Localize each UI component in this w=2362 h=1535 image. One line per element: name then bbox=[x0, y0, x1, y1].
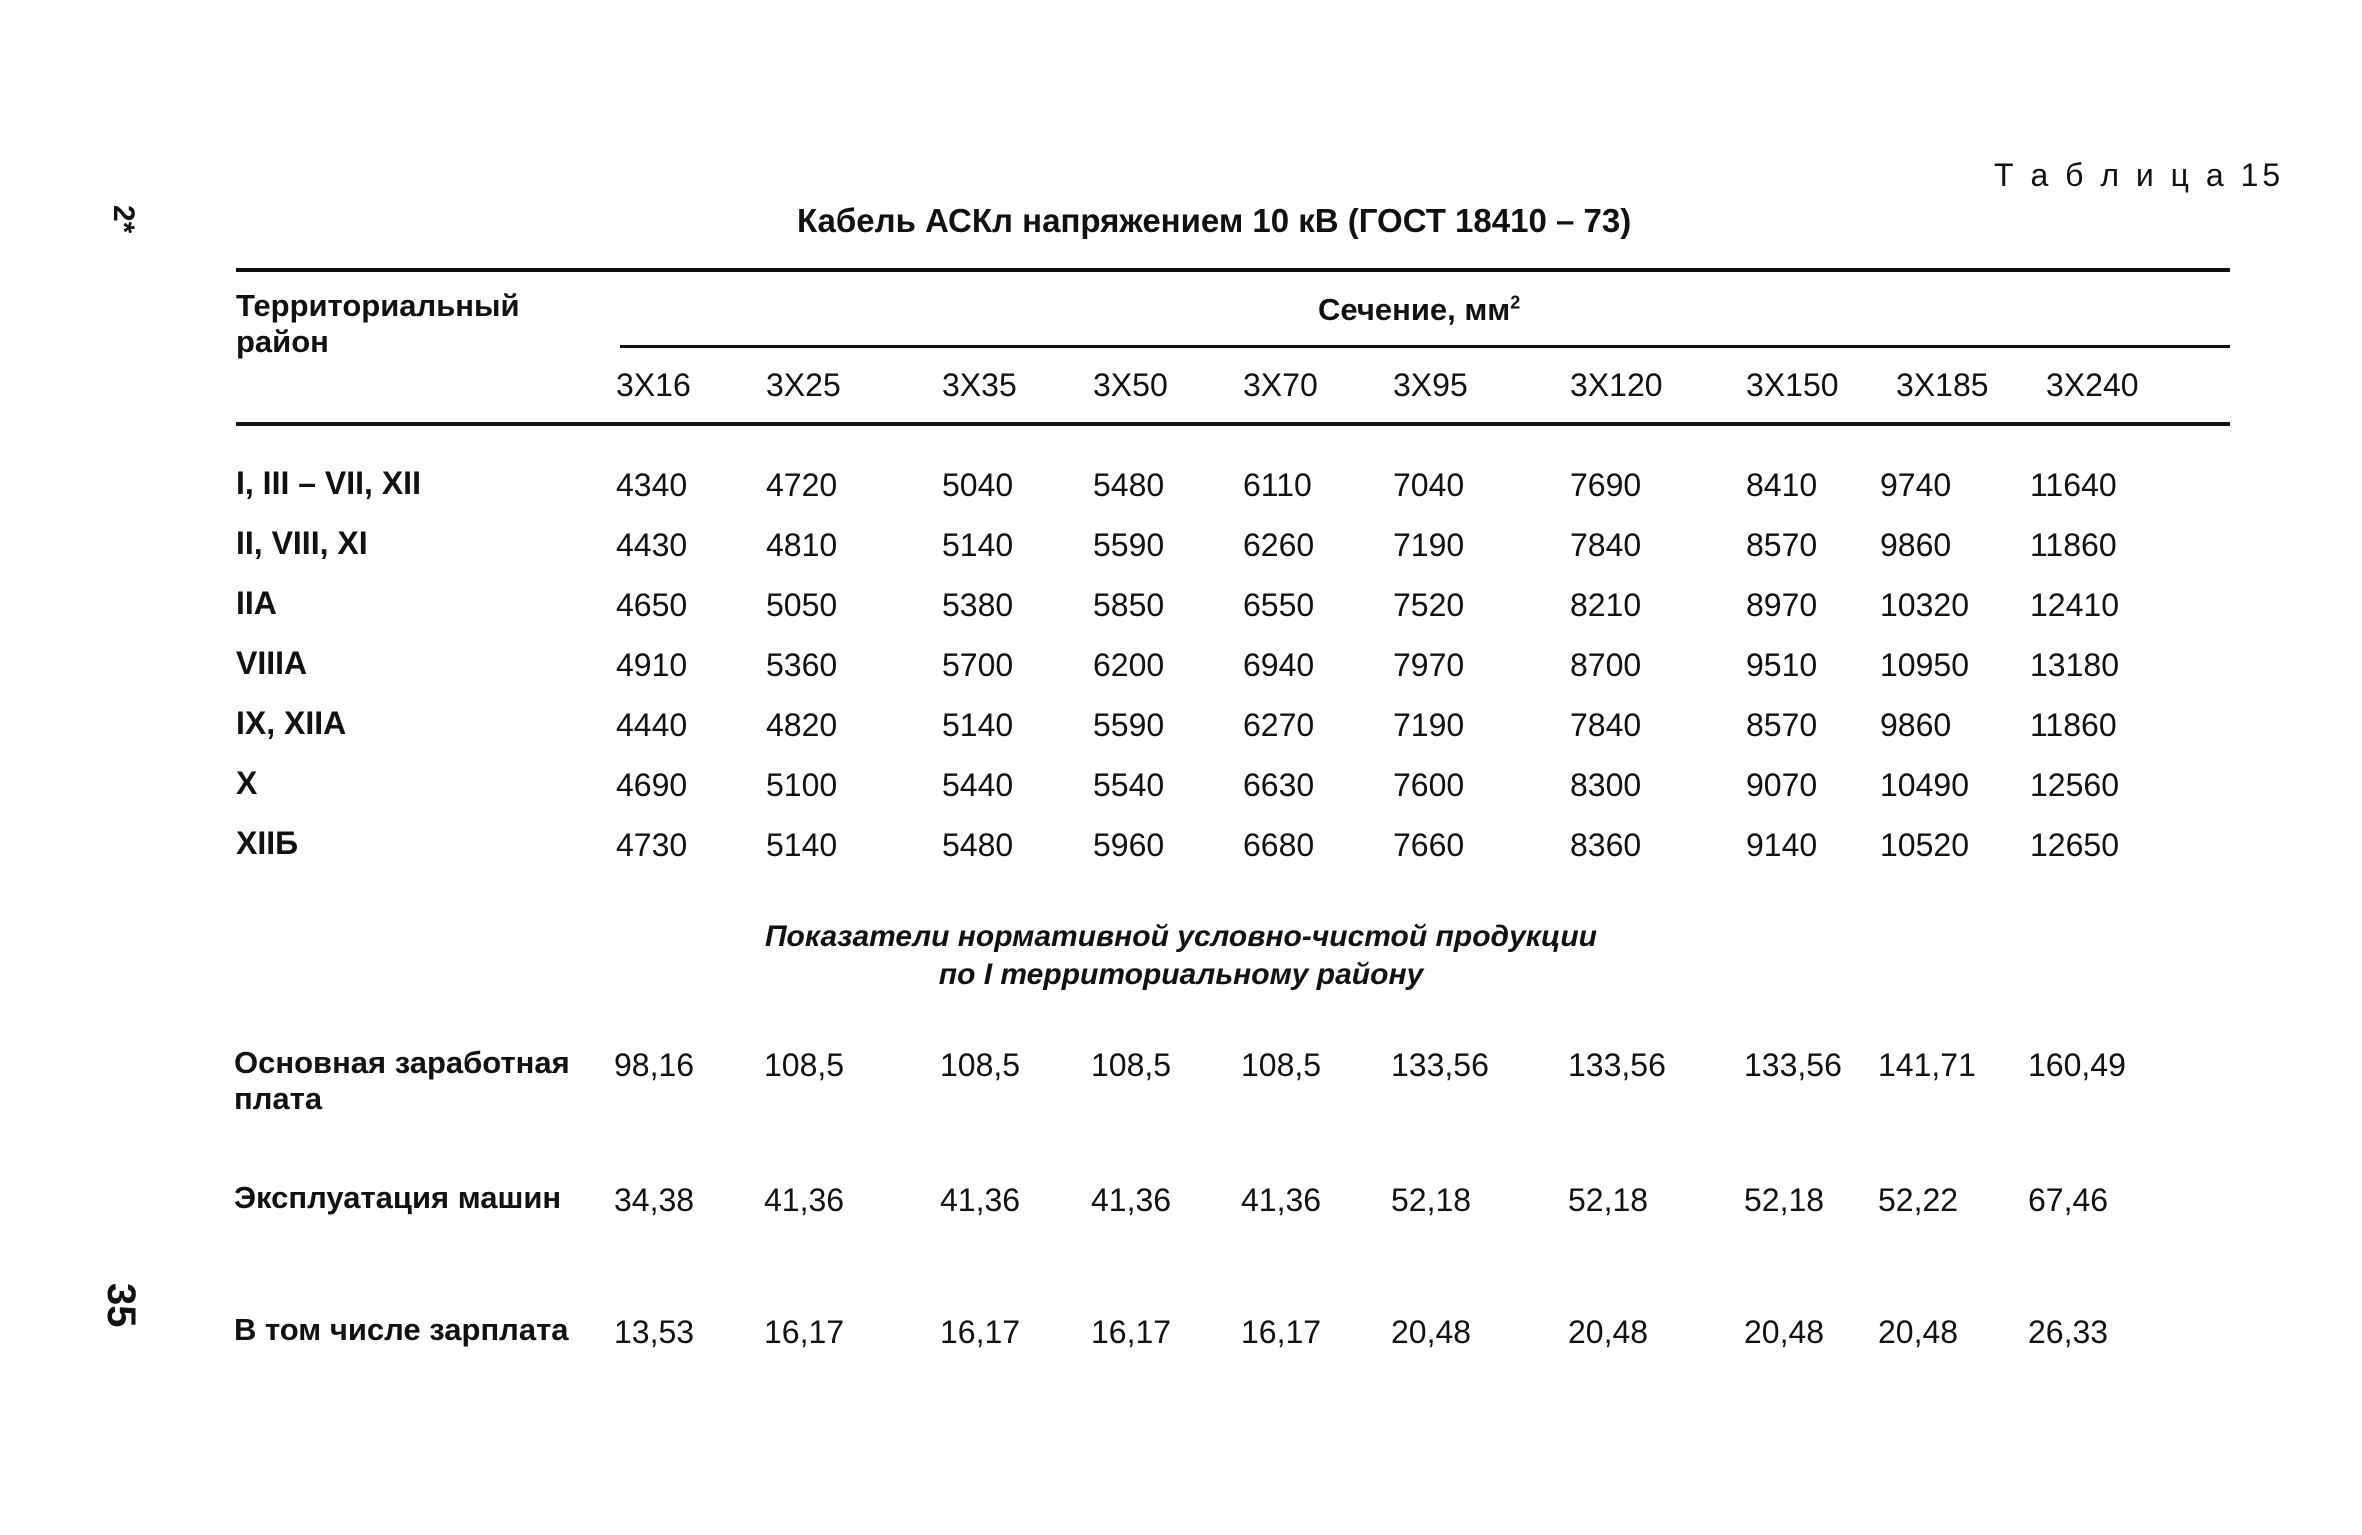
column-header: 3Х185 bbox=[1896, 367, 1989, 403]
table-cell: 7600 bbox=[1393, 767, 1465, 803]
subheading-line-1: Показатели нормативной условно-чистой продукции bbox=[764, 920, 1597, 953]
table-cell: 7840 bbox=[1570, 527, 1642, 563]
table-cell: 6200 bbox=[1093, 647, 1165, 683]
table-cell: 6680 bbox=[1243, 827, 1315, 863]
table-cell: 10320 bbox=[1880, 587, 1969, 623]
table-cell: 7660 bbox=[1393, 827, 1465, 863]
table-cell: 8570 bbox=[1746, 527, 1818, 563]
metric-cell: 108,5 bbox=[764, 1047, 845, 1083]
top-rule bbox=[236, 268, 2230, 272]
table-cell: 6260 bbox=[1243, 527, 1315, 563]
table-cell: 6270 bbox=[1243, 707, 1315, 743]
metric-cell: 41,36 bbox=[1091, 1182, 1172, 1218]
row-region-label: XIIБ bbox=[236, 825, 299, 861]
table-cell: 9860 bbox=[1880, 707, 1952, 743]
row-region-label: II, VIII, XI bbox=[236, 525, 368, 561]
section-rule bbox=[620, 345, 2230, 348]
table-cell: 8970 bbox=[1746, 587, 1818, 623]
metric-label: В том числе зарплата bbox=[234, 1312, 569, 1347]
metric-cell: 26,33 bbox=[2028, 1314, 2109, 1350]
header-bottom-rule bbox=[236, 422, 2230, 426]
table-cell: 9070 bbox=[1746, 767, 1818, 803]
table-cell: 8570 bbox=[1746, 707, 1818, 743]
column-header: 3Х25 bbox=[766, 367, 841, 403]
table-title: Кабель АСКл напряжением 10 кВ (ГОСТ 18410 – 73) bbox=[797, 202, 1632, 239]
table-cell: 4820 bbox=[766, 707, 838, 743]
column-header: 3Х120 bbox=[1570, 367, 1663, 403]
table-cell: 7040 bbox=[1393, 467, 1465, 503]
table-cell: 5140 bbox=[942, 527, 1014, 563]
metric-cell: 20,48 bbox=[1878, 1314, 1959, 1350]
table-cell: 5960 bbox=[1093, 827, 1165, 863]
table-cell: 7970 bbox=[1393, 647, 1465, 683]
table-number: Т а б л и ц а 15 bbox=[1994, 157, 2285, 193]
metric-cell: 133,56 bbox=[1391, 1047, 1489, 1083]
table-cell: 5140 bbox=[942, 707, 1014, 743]
region-header: Территориальный район bbox=[236, 288, 520, 359]
column-header: 3Х95 bbox=[1393, 367, 1468, 403]
metric-cell: 16,17 bbox=[940, 1314, 1021, 1350]
metric-cell: 160,49 bbox=[2028, 1047, 2126, 1083]
section-header-label: Сечение, мм bbox=[1318, 292, 1511, 327]
table-cell: 6550 bbox=[1243, 587, 1315, 623]
table-cell: 13180 bbox=[2030, 647, 2119, 683]
metric-cell: 133,56 bbox=[1744, 1047, 1842, 1083]
table-cell: 7840 bbox=[1570, 707, 1642, 743]
table-cell: 5380 bbox=[942, 587, 1014, 623]
column-header: 3Х16 bbox=[616, 367, 691, 403]
row-region-label: IX, XIIА bbox=[236, 705, 347, 741]
table-cell: 6110 bbox=[1243, 467, 1312, 503]
table-cell: 5590 bbox=[1093, 707, 1165, 743]
table-cell: 6940 bbox=[1243, 647, 1315, 683]
table-cell: 5480 bbox=[1093, 467, 1165, 503]
table-cell: 4910 bbox=[616, 647, 688, 683]
section-header bbox=[1318, 292, 1520, 328]
column-header: 3Х50 bbox=[1093, 367, 1168, 403]
metric-cell: 13,53 bbox=[614, 1314, 695, 1350]
table-cell: 10520 bbox=[1880, 827, 1969, 863]
metric-cell: 20,48 bbox=[1391, 1314, 1472, 1350]
metric-cell: 133,56 bbox=[1568, 1047, 1666, 1083]
table-cell: 9510 bbox=[1746, 647, 1818, 683]
table-cell: 7190 bbox=[1393, 527, 1465, 563]
metric-cell: 52,22 bbox=[1878, 1182, 1959, 1218]
table-cell: 11640 bbox=[2030, 467, 2117, 503]
table-cell: 9860 bbox=[1880, 527, 1952, 563]
metric-cell: 20,48 bbox=[1568, 1314, 1649, 1350]
metric-cell: 16,17 bbox=[1241, 1314, 1322, 1350]
table-cell: 8700 bbox=[1570, 647, 1642, 683]
table-cell: 4440 bbox=[616, 707, 688, 743]
table-cell: 8300 bbox=[1570, 767, 1642, 803]
metric-cell: 16,17 bbox=[764, 1314, 845, 1350]
metric-cell: 108,5 bbox=[940, 1047, 1021, 1083]
metric-cell: 52,18 bbox=[1391, 1182, 1472, 1218]
row-region-label: IIА bbox=[236, 585, 277, 621]
metric-label: Основная заработная плата bbox=[234, 1045, 570, 1116]
table-cell: 5590 bbox=[1093, 527, 1165, 563]
table-cell: 9140 bbox=[1746, 827, 1818, 863]
row-region-label: I, III – VII, XII bbox=[236, 465, 421, 501]
page-number: 35 bbox=[99, 1283, 143, 1328]
table-cell: 5100 bbox=[766, 767, 838, 803]
metric-cell: 108,5 bbox=[1091, 1047, 1172, 1083]
table-cell: 4340 bbox=[616, 467, 688, 503]
table-cell: 5440 bbox=[942, 767, 1014, 803]
table-cell: 4730 bbox=[616, 827, 688, 863]
table-cell: 12650 bbox=[2030, 827, 2119, 863]
table-cell: 6630 bbox=[1243, 767, 1315, 803]
column-header: 3Х70 bbox=[1243, 367, 1318, 403]
table-cell: 10950 bbox=[1880, 647, 1969, 683]
metric-cell: 52,18 bbox=[1568, 1182, 1649, 1218]
metric-cell: 52,18 bbox=[1744, 1182, 1825, 1218]
row-region-label: VIIIА bbox=[236, 645, 308, 681]
table-cell: 5540 bbox=[1093, 767, 1165, 803]
table-cell: 4430 bbox=[616, 527, 688, 563]
row-region-label: X bbox=[236, 765, 258, 801]
table-cell: 10490 bbox=[1880, 767, 1969, 803]
table-cell: 12560 bbox=[2030, 767, 2119, 803]
table-cell: 8410 bbox=[1746, 467, 1818, 503]
metric-cell: 16,17 bbox=[1091, 1314, 1172, 1350]
table-cell: 8360 bbox=[1570, 827, 1642, 863]
table-cell: 7690 bbox=[1570, 467, 1642, 503]
column-header: 3Х35 bbox=[942, 367, 1017, 403]
metric-cell: 34,38 bbox=[614, 1182, 695, 1218]
table-cell: 5850 bbox=[1093, 587, 1165, 623]
table-cell: 5140 bbox=[766, 827, 838, 863]
signature-mark: 2* bbox=[107, 205, 140, 234]
table-cell: 5700 bbox=[942, 647, 1014, 683]
table-cell: 5040 bbox=[942, 467, 1014, 503]
table-cell: 11860 bbox=[2030, 527, 2117, 563]
table-cell: 4810 bbox=[766, 527, 838, 563]
table-cell: 5360 bbox=[766, 647, 838, 683]
section-header-unit: 2 bbox=[1510, 292, 1521, 313]
table-cell: 12410 bbox=[2030, 587, 2119, 623]
table-cell: 11860 bbox=[2030, 707, 2117, 743]
table-cell: 9740 bbox=[1880, 467, 1952, 503]
table-cell: 5480 bbox=[942, 827, 1014, 863]
metric-cell: 41,36 bbox=[940, 1182, 1021, 1218]
metric-label: Эксплуатация машин bbox=[234, 1180, 562, 1215]
metric-cell: 20,48 bbox=[1744, 1314, 1825, 1350]
metric-cell: 108,5 bbox=[1241, 1047, 1322, 1083]
table-cell: 7520 bbox=[1393, 587, 1465, 623]
table-cell: 8210 bbox=[1570, 587, 1642, 623]
column-header: 3Х240 bbox=[2046, 367, 2139, 403]
metric-cell: 41,36 bbox=[1241, 1182, 1322, 1218]
metric-cell: 98,16 bbox=[614, 1047, 695, 1083]
subheading-line-2: по I территориальному району bbox=[938, 958, 1424, 991]
table-cell: 7190 bbox=[1393, 707, 1465, 743]
table-cell: 4720 bbox=[766, 467, 838, 503]
metric-cell: 141,71 bbox=[1878, 1047, 1976, 1083]
table-cell: 4650 bbox=[616, 587, 688, 623]
column-header: 3Х150 bbox=[1746, 367, 1839, 403]
table-cell: 5050 bbox=[766, 587, 838, 623]
metric-cell: 67,46 bbox=[2028, 1182, 2109, 1218]
table-cell: 4690 bbox=[616, 767, 688, 803]
metric-cell: 41,36 bbox=[764, 1182, 845, 1218]
